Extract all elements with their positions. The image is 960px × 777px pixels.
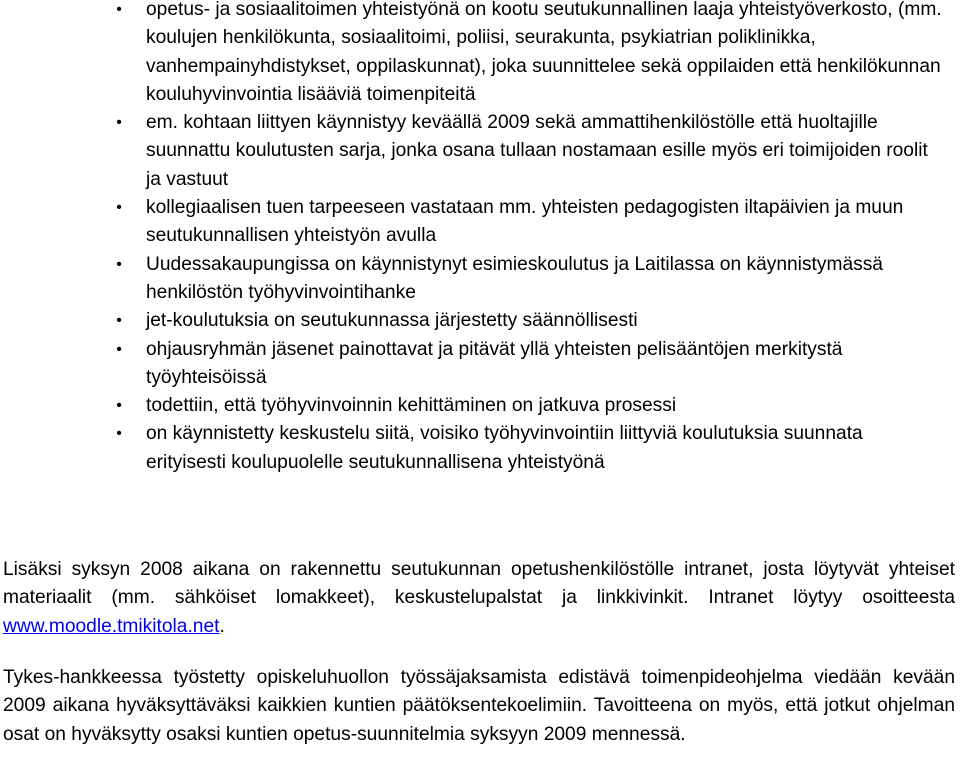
list-item	[0, 194, 960, 251]
list-item-text: opetus- ja sosiaalitoimen yhteistyönä on kootu seutukunnallinen laaja yhteistyöverkosto, (mm. koulujen henkilökunta, sosiaalitoimi, poliisi, seurakunta, psykiatrian poliklinikka, vanhempainyhdistykset, oppilaskunnat), joka suunnittelee sekä oppilaiden että henkilökunnan kouluhyvinvointia lisääviä toimenpiteitä	[146, 0, 942, 105]
list-item	[0, 0, 960, 109]
list-item-text: ohjausryhmän jäsenet painottavat ja pitävät yllä yhteisten pelisääntöjen merkitystä työyhteisöissä	[146, 338, 843, 388]
list-item-text: Uudessakaupungissa on käynnistynyt esimieskoulutus ja Laitilassa on käynnistymässä henkilöstön työhyvinvointihanke	[146, 253, 883, 303]
bullet-icon: •	[116, 1, 122, 18]
list-item-text: kollegiaalisen tuen tarpeeseen vastataan mm. yhteisten pedagogisten iltapäivien ja muun seutukunnallisen yhteistyön avulla	[146, 197, 904, 247]
list-item	[0, 251, 960, 308]
bullet-icon: •	[116, 114, 122, 132]
list-item-text: todettiin, että työhyvinvoinnin kehittäminen on jatkuva prosessi	[146, 395, 677, 417]
intranet-paragraph-text: Lisäksi syksyn 2008 aikana on rakennettu seutukunnan opetushenkilöstölle intranet, josta löytyvät yhteiset materiaalit (mm. sähköiset lomakkeet), keskustelupalstat ja linkkivinkit. Intranet löytyy osoitteesta	[3, 559, 955, 609]
moodle-link[interactable]: www.moodle.tmikitola.net	[3, 615, 220, 637]
list-item-text: em. kohtaan liittyen käynnistyy keväällä 2009 sekä ammattihenkilöstölle että huoltajille suunnattu koulutusten sarja, jonka osana tullaan nostamaan esille myös eri toimijoiden roolit ja vastuut	[146, 112, 928, 190]
bullet-icon: •	[116, 312, 122, 330]
list-item-text: on käynnistetty keskustelu siitä, voisiko työhyvinvointiin liittyviä koulutuksia suunnata erityisesti koulupuolelle seutukunnallisena yhteistyönä	[146, 423, 863, 473]
intranet-paragraph	[3, 556, 955, 641]
tykes-paragraph: Tykes-hankkeessa työstetty opiskeluhuollon työssäjaksamista edistävä toimenpideohjelma viedään kevään 2009 aikana hyväksyttäväksi kaikkien kuntien päätöksentekoelimiin. Tavoitteena on myös, että jotkut ohjelman osat on hyväksytty osaksi kuntien opetus-suunnitelmia syksyyn 2009 mennessä.	[3, 667, 955, 745]
bullet-icon: •	[116, 397, 122, 415]
intranet-paragraph-end: .	[219, 615, 225, 637]
list-item	[0, 420, 960, 477]
list-item	[0, 109, 960, 194]
list-item	[0, 392, 960, 420]
list-item	[0, 307, 960, 335]
bullet-icon: •	[116, 425, 122, 443]
list-item	[0, 336, 960, 393]
list-item-text: jet-koulutuksia on seutukunnassa järjestetty säännöllisesti	[146, 310, 638, 332]
bullet-icon: •	[116, 255, 122, 273]
bullet-icon: •	[116, 340, 122, 358]
bullet-icon: •	[116, 199, 122, 217]
